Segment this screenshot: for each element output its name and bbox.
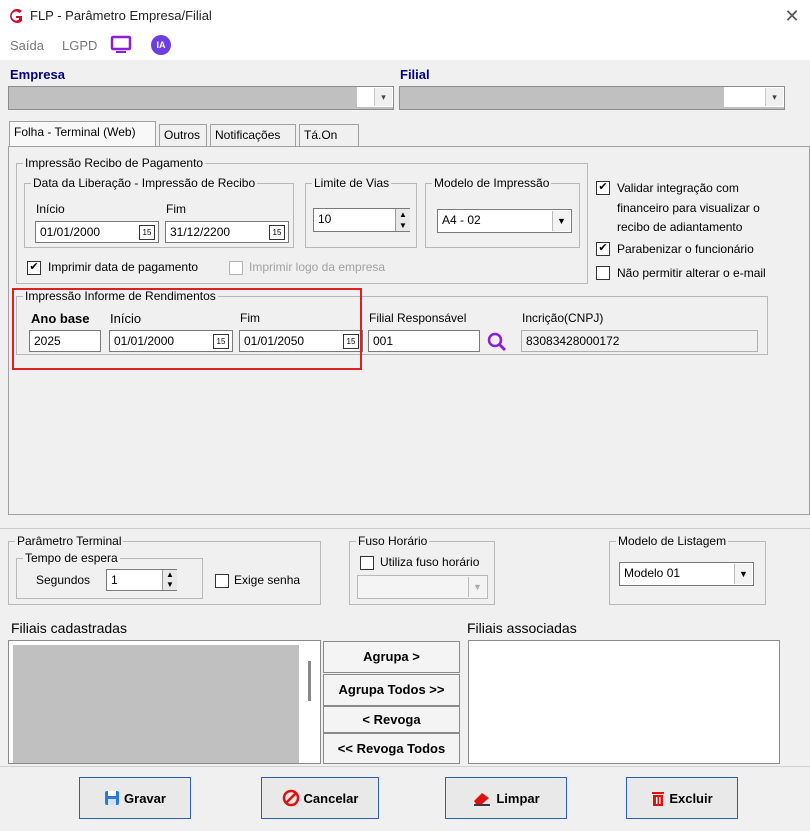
ia-icon[interactable]: IA	[151, 35, 171, 55]
informe-inicio-label: Início	[110, 311, 142, 326]
exige-senha-checkbox[interactable]	[215, 574, 229, 588]
recibo-group-title: Impressão Recibo de Pagamento	[25, 156, 204, 170]
modelo-title: Modelo de Impressão	[434, 176, 550, 190]
ano-base-field[interactable]: 2025	[29, 330, 101, 352]
app-logo-icon	[8, 8, 24, 24]
imprimir-data-label: Imprimir data de pagamento	[48, 260, 199, 274]
trash-icon	[651, 790, 665, 806]
calendar-icon[interactable]: 15	[343, 334, 359, 349]
recibo-fim-field[interactable]: 31/12/2200	[165, 221, 289, 243]
imprimir-logo-checkbox[interactable]	[229, 261, 243, 275]
spin-updown-icon[interactable]: ▲ ▼	[162, 570, 177, 590]
listagem-title: Modelo de Listagem	[618, 534, 727, 548]
recibo-inicio-label: Início	[36, 202, 65, 216]
segundos-field[interactable]: 1	[106, 569, 177, 591]
recibo-fim-label: Fim	[166, 202, 186, 216]
search-icon[interactable]	[486, 331, 508, 353]
ano-base-label: Ano base	[31, 311, 90, 326]
liberacao-title: Data da Liberação - Impressão de Recibo	[33, 176, 256, 190]
filial-combo[interactable]	[399, 86, 785, 110]
monitor-icon[interactable]	[110, 35, 132, 55]
gravar-button[interactable]	[79, 777, 191, 819]
limpar-label: Limpar	[496, 790, 540, 806]
validar-label-1: Validar integração com	[617, 181, 739, 195]
tempo-title: Tempo de espera	[25, 551, 118, 565]
validar-label-3: recibo de adiantamento	[617, 220, 743, 234]
highlight-box	[12, 288, 362, 370]
filiais-associadas-label: Filiais associadas	[467, 620, 577, 636]
parabenizar-label: Parabenizar o funcionário	[617, 242, 754, 256]
cancel-icon	[282, 789, 300, 807]
informe-fim-field[interactable]: 01/01/2050	[239, 330, 363, 352]
filial-responsavel-label: Filial Responsável	[369, 311, 467, 325]
listagem-select[interactable]	[619, 562, 754, 586]
cnpj-field: 83083428000172	[521, 330, 758, 352]
filiais-associadas-list[interactable]	[468, 640, 780, 764]
calendar-icon[interactable]: 15	[213, 334, 229, 349]
modelo-impressao-value: A4 - 02	[442, 213, 481, 227]
tab-outros[interactable]: Outros	[159, 124, 207, 146]
revoga-todos-button[interactable]: << Revoga Todos	[323, 733, 460, 764]
spin-updown-icon[interactable]: ▲ ▼	[395, 209, 410, 231]
filiais-cadastradas-label: Filiais cadastradas	[11, 620, 127, 636]
excluir-label: Excluir	[669, 790, 713, 806]
informe-title: Impressão Informe de Rendimentos	[25, 289, 216, 303]
fuso-select[interactable]	[357, 575, 488, 599]
chevron-down-icon[interactable]: ▾	[374, 88, 392, 106]
filial-label: Filial	[400, 67, 430, 82]
cnpj-label: Incrição(CNPJ)	[522, 311, 604, 325]
gravar-label: Gravar	[124, 790, 166, 806]
nao-permitir-checkbox[interactable]	[596, 266, 610, 280]
filiais-cadastradas-list[interactable]	[8, 640, 321, 764]
menu-lgpd[interactable]: LGPD	[62, 38, 98, 53]
agrupa-button[interactable]: Agrupa >	[323, 641, 460, 673]
parabenizar-checkbox[interactable]: ✔	[596, 242, 610, 256]
segundos-label: Segundos	[36, 573, 91, 587]
imprimir-data-checkbox[interactable]: ✔	[27, 261, 41, 275]
tab-folha-terminal[interactable]: Folha - Terminal (Web)	[9, 121, 156, 147]
agrupa-todos-button[interactable]: Agrupa Todos >>	[323, 674, 460, 706]
tab-taon[interactable]: Tá.On	[299, 124, 359, 146]
divider	[0, 528, 810, 529]
window-title: FLP - Parâmetro Empresa/Filial	[30, 8, 212, 23]
fuso-label: Utiliza fuso horário	[380, 555, 480, 569]
exige-senha-label: Exige senha	[234, 573, 301, 587]
limite-title: Limite de Vias	[314, 176, 390, 190]
scrollbar-thumb[interactable]	[308, 661, 311, 701]
chevron-down-icon[interactable]: ▾	[765, 88, 783, 106]
fuso-checkbox[interactable]	[360, 556, 374, 570]
filial-responsavel-field[interactable]: 001	[368, 330, 480, 352]
close-button[interactable]: ✕	[784, 6, 800, 26]
chevron-down-icon[interactable]: ▼	[734, 564, 752, 584]
validar-label-2: financeiro para visualizar o	[617, 201, 760, 215]
list-item[interactable]	[13, 645, 299, 763]
calendar-icon[interactable]: 15	[269, 225, 285, 240]
listagem-value: Modelo 01	[624, 566, 681, 580]
informe-inicio-field[interactable]: 01/01/2000	[109, 330, 233, 352]
calendar-icon[interactable]: 15	[139, 225, 155, 240]
chevron-down-icon[interactable]: ▼	[552, 211, 570, 231]
fuso-title: Fuso Horário	[358, 534, 428, 548]
limpar-button[interactable]	[445, 777, 567, 819]
nao-permitir-label: Não permitir alterar o e-mail	[617, 266, 766, 280]
menu-saida[interactable]: Saída	[10, 38, 44, 53]
save-icon	[104, 790, 120, 806]
empresa-combo[interactable]	[8, 86, 394, 110]
eraser-icon	[472, 790, 492, 806]
cancelar-button[interactable]	[261, 777, 379, 819]
excluir-button[interactable]	[626, 777, 738, 819]
terminal-title: Parâmetro Terminal	[17, 534, 122, 548]
modelo-impressao-select[interactable]	[437, 209, 572, 233]
tab-notificacoes[interactable]: Notificações	[210, 124, 296, 146]
empresa-label: Empresa	[10, 67, 65, 82]
imprimir-logo-label: Imprimir logo da empresa	[249, 260, 386, 274]
cancelar-label: Cancelar	[303, 790, 359, 806]
informe-fim-label: Fim	[240, 311, 260, 325]
chevron-down-icon[interactable]: ▼	[468, 577, 486, 597]
limite-vias-field[interactable]: 10	[313, 208, 410, 232]
recibo-inicio-field[interactable]: 01/01/2000	[35, 221, 159, 243]
validar-integracao-checkbox[interactable]: ✔	[596, 181, 610, 195]
revoga-button[interactable]: < Revoga	[323, 706, 460, 733]
